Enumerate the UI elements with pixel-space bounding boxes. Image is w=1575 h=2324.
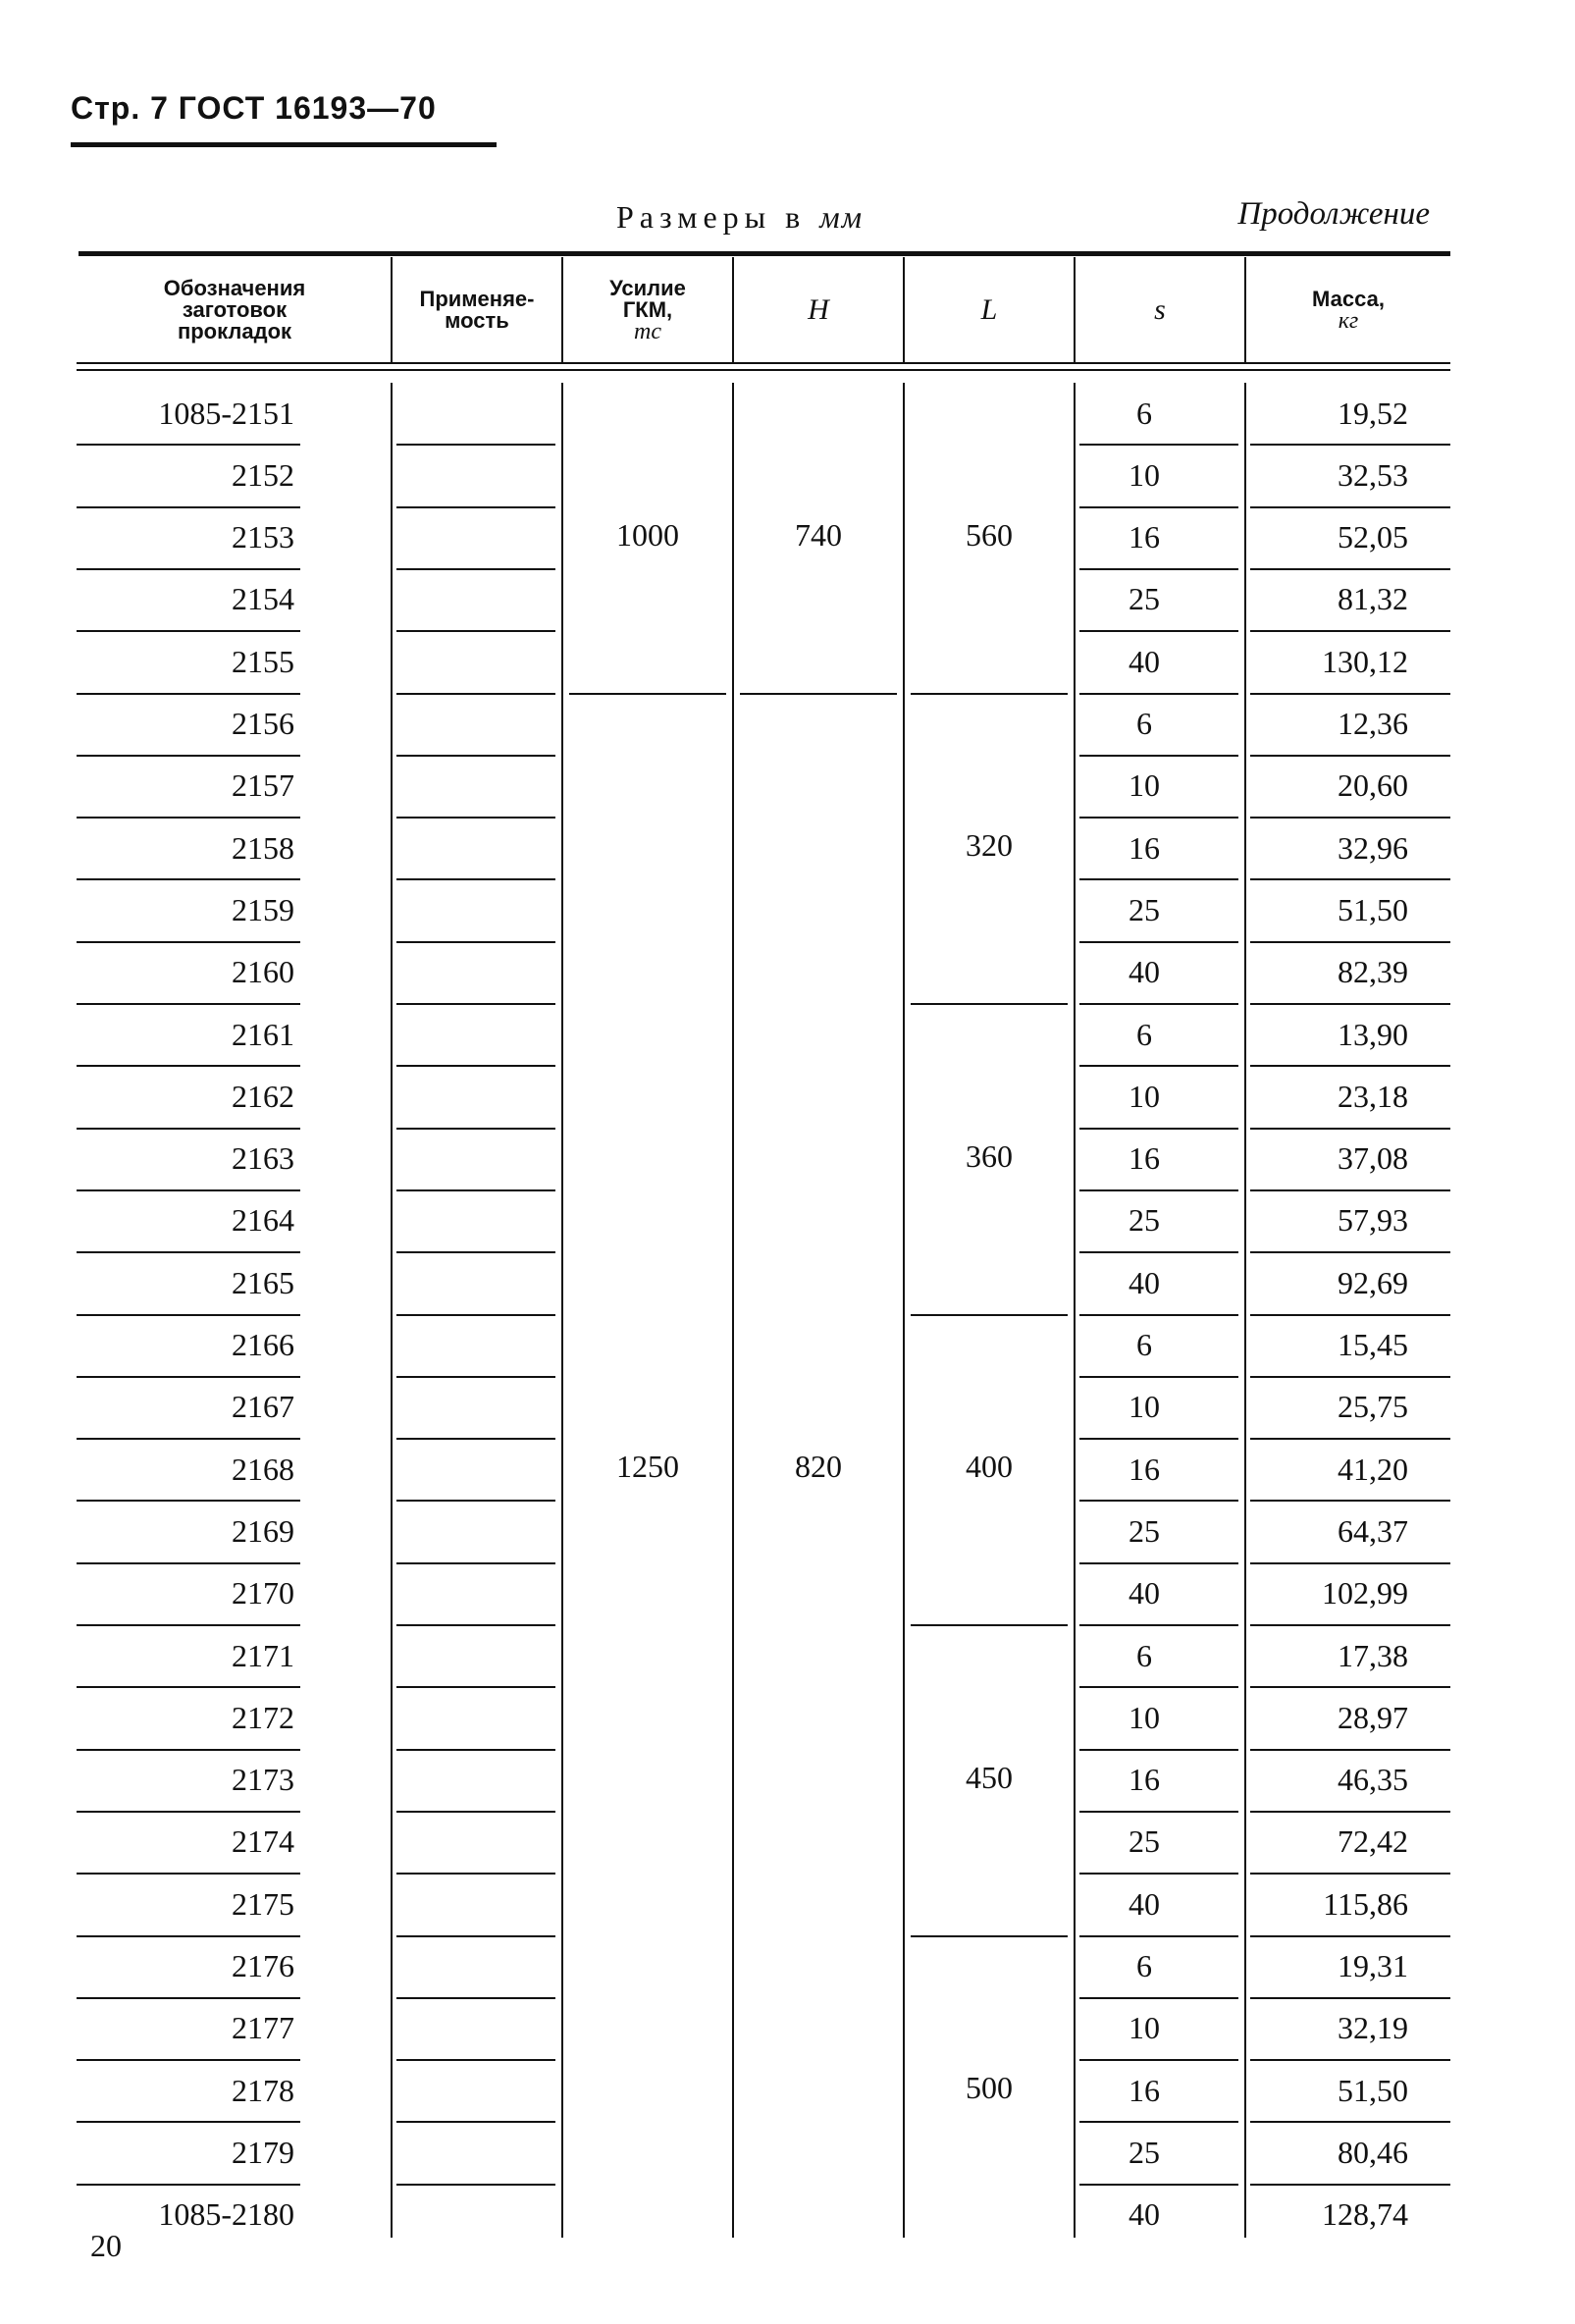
row-mass: 13,90	[1338, 1016, 1408, 1052]
row-designation: 2179	[232, 2134, 294, 2170]
row-s: 25	[1129, 1823, 1160, 1860]
row-s: 16	[1129, 2072, 1160, 2108]
row-s: 16	[1129, 519, 1160, 555]
row-s: 16	[1129, 1451, 1160, 1487]
row-designation: 2170	[232, 1575, 294, 1611]
group-rule	[569, 693, 726, 695]
row-mass: 81,32	[1338, 581, 1408, 617]
row-rule	[396, 1438, 555, 1440]
page-number: 20	[90, 2228, 122, 2263]
row-s: 10	[1129, 2010, 1160, 2046]
group-H: 740	[795, 516, 842, 553]
row-rule	[396, 2059, 555, 2061]
row-mass: 115,86	[1323, 1885, 1408, 1922]
group-L: 560	[966, 516, 1013, 553]
row-mass: 51,50	[1338, 2072, 1408, 2108]
row-mass: 52,05	[1338, 519, 1408, 555]
row-rule	[396, 1189, 555, 1191]
column-divider	[391, 257, 393, 362]
row-designation: 2177	[232, 2010, 294, 2046]
group-rule	[911, 1624, 1068, 1626]
row-rule	[396, 1997, 555, 1999]
row-s: 10	[1129, 456, 1160, 493]
row-rule	[396, 817, 555, 819]
row-rule	[396, 1128, 555, 1130]
group-L: 500	[966, 2070, 1013, 2106]
row-designation: 2173	[232, 1762, 294, 1798]
group-rule	[911, 1314, 1068, 1316]
column-divider	[391, 383, 393, 2238]
row-mass: 17,38	[1338, 1637, 1408, 1673]
column-divider	[903, 383, 905, 2238]
row-rule	[396, 1251, 555, 1253]
row-rule	[396, 1686, 555, 1688]
row-rule	[396, 1500, 555, 1502]
row-mass: 102,99	[1322, 1575, 1408, 1611]
row-rule	[396, 1562, 555, 1564]
row-mass: 12,36	[1338, 706, 1408, 741]
row-designation: 2167	[232, 1389, 294, 1425]
row-s: 6	[1136, 1016, 1152, 1052]
row-s: 40	[1129, 954, 1160, 990]
row-designation: 2171	[232, 1637, 294, 1673]
row-s: 40	[1129, 1885, 1160, 1922]
row-mass: 64,37	[1338, 1512, 1408, 1549]
units-value: мм	[819, 199, 865, 235]
row-s: 40	[1129, 1575, 1160, 1611]
row-designation: 2174	[232, 1823, 294, 1860]
row-designation: 2166	[232, 1327, 294, 1362]
row-s: 16	[1129, 829, 1160, 866]
row-rule	[396, 1376, 555, 1378]
row-s: 10	[1129, 767, 1160, 804]
row-designation: 2154	[232, 581, 294, 617]
row-rule	[396, 941, 555, 943]
row-s: 40	[1129, 2196, 1160, 2233]
row-s: 6	[1136, 395, 1152, 431]
units-label-text: Размеры в	[616, 199, 820, 235]
row-s: 10	[1129, 1699, 1160, 1735]
row-s: 6	[1136, 1637, 1152, 1673]
column-divider	[732, 383, 734, 2238]
row-rule	[396, 444, 555, 446]
continuation-label: Продолжение	[1237, 196, 1430, 232]
row-designation: 2157	[232, 767, 294, 804]
column-divider	[561, 383, 563, 2238]
row-rule	[396, 630, 555, 632]
row-designation: 2175	[232, 1885, 294, 1922]
row-rule	[396, 2184, 555, 2186]
column-divider	[1074, 257, 1076, 362]
row-s: 40	[1129, 1264, 1160, 1300]
row-s: 16	[1129, 1140, 1160, 1177]
row-mass: 32,53	[1338, 456, 1408, 493]
header-rule	[71, 142, 497, 147]
row-rule	[396, 1624, 555, 1626]
row-rule	[396, 1314, 555, 1316]
row-mass: 25,75	[1338, 1389, 1408, 1425]
row-mass: 72,42	[1338, 1823, 1408, 1860]
row-mass: 23,18	[1338, 1078, 1408, 1114]
table-head-rule	[77, 362, 1450, 364]
row-rule	[396, 1065, 555, 1067]
group-H: 820	[795, 1449, 842, 1485]
column-divider	[732, 257, 734, 362]
row-designation: 2165	[232, 1264, 294, 1300]
header-designation: Обозначения заготовок прокладок	[163, 275, 306, 343]
row-rule	[396, 568, 555, 570]
row-mass: 28,97	[1338, 1699, 1408, 1735]
row-rule	[396, 1749, 555, 1751]
group-force: 1000	[616, 516, 679, 553]
row-mass: 32,19	[1338, 2010, 1408, 2046]
row-s: 40	[1129, 643, 1160, 679]
row-designation: 2172	[232, 1699, 294, 1735]
column-divider	[1244, 257, 1246, 362]
header-applicability: Применяе- мость	[419, 286, 535, 333]
row-rule	[396, 1003, 555, 1005]
row-s: 25	[1129, 1202, 1160, 1239]
row-mass: 15,45	[1338, 1327, 1408, 1362]
header-s: s	[1154, 292, 1166, 326]
group-L: 360	[966, 1137, 1013, 1174]
row-designation: 2156	[232, 706, 294, 741]
table-head-rule	[77, 369, 1450, 371]
row-mass: 80,46	[1338, 2134, 1408, 2170]
row-designation: 2158	[232, 829, 294, 866]
row-s: 25	[1129, 2134, 1160, 2170]
row-designation: 2178	[232, 2072, 294, 2108]
row-s: 6	[1136, 706, 1152, 741]
row-s: 16	[1129, 1762, 1160, 1798]
row-mass: 19,31	[1338, 1948, 1408, 1983]
row-designation: 2155	[232, 643, 294, 679]
row-rule	[396, 506, 555, 508]
row-mass: 82,39	[1338, 954, 1408, 990]
row-designation: 1085-2180	[158, 2196, 294, 2233]
page-header: Стр. 7 ГОСТ 16193—70	[71, 90, 437, 126]
row-s: 25	[1129, 1512, 1160, 1549]
row-mass: 130,12	[1322, 643, 1408, 679]
column-divider	[903, 257, 905, 362]
row-designation: 2168	[232, 1451, 294, 1487]
row-designation: 2176	[232, 1948, 294, 1983]
row-rule	[396, 693, 555, 695]
table-top-rule	[79, 251, 1450, 256]
group-rule	[911, 693, 1068, 695]
row-mass: 19,52	[1338, 395, 1408, 431]
row-designation: 2169	[232, 1512, 294, 1549]
row-rule	[396, 1873, 555, 1875]
group-force: 1250	[616, 1449, 679, 1485]
row-mass: 92,69	[1338, 1264, 1408, 1300]
row-designation: 2152	[232, 456, 294, 493]
header-L: L	[980, 292, 998, 326]
header-force: Усилие ГКМ, тс	[609, 275, 686, 344]
row-s: 6	[1136, 1948, 1152, 1983]
row-designation: 1085-2151	[158, 395, 294, 431]
row-rule	[396, 1935, 555, 1937]
row-designation: 2153	[232, 519, 294, 555]
row-rule	[396, 878, 555, 880]
row-rule	[396, 755, 555, 757]
row-mass: 37,08	[1338, 1140, 1408, 1177]
row-mass: 46,35	[1338, 1762, 1408, 1798]
row-mass: 20,60	[1338, 767, 1408, 804]
group-rule	[911, 1935, 1068, 1937]
row-designation: 2161	[232, 1016, 294, 1052]
row-mass: 41,20	[1338, 1451, 1408, 1487]
group-rule	[740, 693, 897, 695]
row-s: 10	[1129, 1078, 1160, 1114]
row-s: 10	[1129, 1389, 1160, 1425]
row-rule	[396, 1811, 555, 1813]
group-rule	[911, 1003, 1068, 1005]
row-designation: 2164	[232, 1202, 294, 1239]
row-designation: 2163	[232, 1140, 294, 1177]
row-rule	[396, 2121, 555, 2123]
row-s: 6	[1136, 1327, 1152, 1362]
row-s: 25	[1129, 891, 1160, 927]
group-L: 320	[966, 827, 1013, 864]
row-mass: 128,74	[1322, 2196, 1408, 2233]
group-L: 450	[966, 1759, 1013, 1795]
row-designation: 2160	[232, 954, 294, 990]
row-mass: 32,96	[1338, 829, 1408, 866]
units-label	[616, 199, 864, 236]
row-s: 25	[1129, 581, 1160, 617]
row-mass: 57,93	[1338, 1202, 1408, 1239]
row-designation: 2162	[232, 1078, 294, 1114]
group-L: 400	[966, 1449, 1013, 1485]
row-designation: 2159	[232, 891, 294, 927]
row-mass: 51,50	[1338, 891, 1408, 927]
column-divider	[561, 257, 563, 362]
header-H: H	[808, 292, 829, 326]
header-mass: Масса, кг	[1312, 286, 1385, 334]
